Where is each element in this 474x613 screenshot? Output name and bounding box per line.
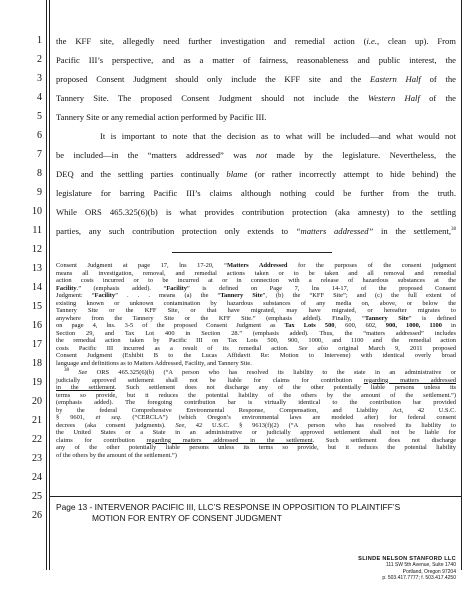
body-line: parties, any such contribution protection only extends to “matters addressed” in the settlement,$^{38}$ <box>56 226 456 236</box>
line-number: 5 <box>37 111 42 122</box>
footnote-line: action costs incurred or to be incurred at or in connection with a release of hazardous substances at the <box>56 277 456 284</box>
footnote-line: Tannery Site or the KFF Site, or that have migrated, may have migrated, or hereafter migrates to <box>56 307 456 314</box>
footnote-line: of the others by the amount of the settlement.”) <box>56 451 177 459</box>
footnote-separator <box>172 252 332 253</box>
footnote-line: Consent Judgment (Exhibit B to the Lucas Affidavit Re: Motion to Intervene) with identical overly broad <box>56 352 456 359</box>
body-line: While ORS 465.325(6)(b) is what provides contribution protection (aka amnesty) to the settling <box>56 207 456 217</box>
line-number: 21 <box>32 415 42 426</box>
body-line: Pacific III’s perspective, and as a matter of fairness, reasonableness and public interest, the <box>56 55 456 65</box>
line-number: 11 <box>32 225 42 236</box>
footnote-line: costs Pacific III incurred as a result of its remedial action. See also original March 9, 2011 proposed <box>56 344 456 352</box>
footnote-line: existing known or unknown contamination by hazardous substances of any media on, above, or below the <box>56 299 456 307</box>
footnote-line: on page 4, lns. 3-5 of the proposed Consent Judgment as Tax Lots 500, 600, 602, 900, 1000, 1100 in <box>56 322 457 329</box>
line-number: 9 <box>37 187 42 198</box>
footnote-line: means all investigation, removal, and remedial actions taken or to be taken and all removal and remedial <box>56 269 456 277</box>
footnote-line: in the settlement. Such settlement does not discharge any of the other potentially liable persons unless its <box>56 384 456 391</box>
footnote-line: decrees (aka consent judgments). See, 42 U.S.C. § 9613(f)(2) (“A person who has resolved its liability to <box>56 421 456 429</box>
footnote-line: the United States or a State in an administrative or judicially approved settlement shall not be liable for <box>56 429 456 436</box>
footer-title-line: Page 13 - INTERVENOR PACIFIC III, LLC’S RESPONSE IN OPPOSITION TO PLAINTIFF’S <box>56 502 401 512</box>
line-number: 13 <box>32 263 42 274</box>
line-number: 6 <box>37 130 42 141</box>
line-number: 3 <box>37 73 42 84</box>
line-number: 12 <box>32 244 42 255</box>
line-number: 2 <box>37 54 42 65</box>
body-line: Tannery Site. The proposed Consent Judgment should not include the Western Half of the <box>56 93 456 103</box>
body-line: proposed Consent Judgment should only include the KFF site and the Eastern Half of the <box>56 74 456 84</box>
footnote-line: $^{38}$ See ORS 465.325(6)(b) (“A person who has resolved its liability to the state in an administrative or <box>64 367 456 376</box>
footnote-line: Consent Judgment at page 17, lns 17-20, “Matters Addressed for the purposes of the consent judgment <box>56 262 456 269</box>
footnote-line: Section 29, and Tax Lot 400 in Section 28.” (emphasis added). Thus, the “matters addressed” includes <box>56 329 456 337</box>
body-line: It is important to note that the decision as to what will be included—and what would not <box>100 131 456 141</box>
footnote-line: claims for contribution regarding matters addressed in the settlement. Such settlement does not discharge <box>56 436 457 444</box>
firm-address: 111 SW 5th Avenue, Suite 1740 <box>385 562 456 569</box>
firm-block <box>358 556 456 582</box>
line-number: 23 <box>32 453 42 464</box>
line-number: 19 <box>32 377 42 388</box>
right-margin-rule <box>461 0 462 570</box>
line-number: 20 <box>32 396 42 407</box>
line-number: 8 <box>37 168 42 179</box>
footnote-line: by the federal Comprehensive Environmental Response, Compensation, and Liability Act, 42 U.S.C. <box>56 406 456 414</box>
line-number: 16 <box>32 320 42 331</box>
line-number: 22 <box>32 434 42 445</box>
firm-name: SLINDE NELSON STANFORD LLC <box>358 556 456 562</box>
footnote-line: judicially approved settlement shall not be liable for claims for contribution regarding matters addressed <box>56 376 456 384</box>
firm-city: Portland, Oregon 97204 <box>402 568 456 575</box>
footer-rule <box>50 496 461 497</box>
line-number: 15 <box>32 301 42 312</box>
footer-title-line: MOTION FOR ENTRY OF CONSENT JUDGMENT <box>92 513 282 523</box>
footnote-line: § 9601, et seq. (“CERCLA”) (which Oregon’s environmental laws are modeled after) for federal consent <box>56 414 456 421</box>
page-footer-title <box>56 502 400 524</box>
footnote-line: Facility.” (emphasis added). “Facility” is defined on Page 7, lns 14-17, of the proposed Consent <box>56 284 456 292</box>
line-number: 14 <box>32 282 42 293</box>
line-number: 7 <box>37 149 42 160</box>
footnote-ref: 38 <box>451 227 456 233</box>
footnote-line: language and definitions as to Matters Addressed, Facility, and Tannery Site. <box>56 359 252 367</box>
footnote-line: terms so provide, but it reduces the potential liability of the others by the amount of the settlement.”) <box>56 391 456 399</box>
line-number: 25 <box>32 491 42 502</box>
body-line: Tannery Site or any remedial action performed by Pacific III. <box>56 112 267 122</box>
line-number: 24 <box>32 472 42 483</box>
line-number: 17 <box>32 339 42 350</box>
left-margin-rule <box>46 0 47 570</box>
line-number: 10 <box>32 206 42 217</box>
footnote-line: the remedial action taken by Pacific III on Tax Lots 500, 900, 1000, and 1100 and the remedial action <box>56 337 456 344</box>
body-line: the KFF site, allegedly need further investigation and remedial action (i.e., clean up). From <box>56 36 456 46</box>
body-line: DEQ and the settling parties continually blame (or rather incorrectly attempt to hide behind) the <box>56 169 456 179</box>
body-line: be included—in the “matters addressed” was not made by the legislature. Nevertheless, the <box>56 150 456 160</box>
footnote-line: Judgment: “Facility” . . . means (a) the “Tannery Site”, (b) the “KFF Site”; and (c) the full extent of <box>56 292 456 299</box>
footnote-marker: 38 <box>64 367 69 373</box>
footnote-line: any of the other potentially liable persons unless its terms so provide, but it reduces the potential liability <box>56 444 456 451</box>
body-line: legislature for barring Pacific III’s claims although nothing could be further from the truth. <box>56 188 456 198</box>
footnote-line: anywhere from the Tannery Site or the KFF Site.” (emphasis added). Finally, “Tannery Site” is defined <box>56 314 456 322</box>
line-number: 26 <box>32 510 42 521</box>
footnote-line: (emphasis added). The foregoing contribution bar is virtually identical to the contribution bar provided <box>56 399 456 406</box>
line-number: 1 <box>37 35 42 46</box>
line-number: 18 <box>32 358 42 369</box>
firm-phone: p. 503.417.7777; f. 503.417.4250 <box>382 575 456 582</box>
line-number: 4 <box>37 92 42 103</box>
left-margin-rule-inner <box>49 0 50 570</box>
